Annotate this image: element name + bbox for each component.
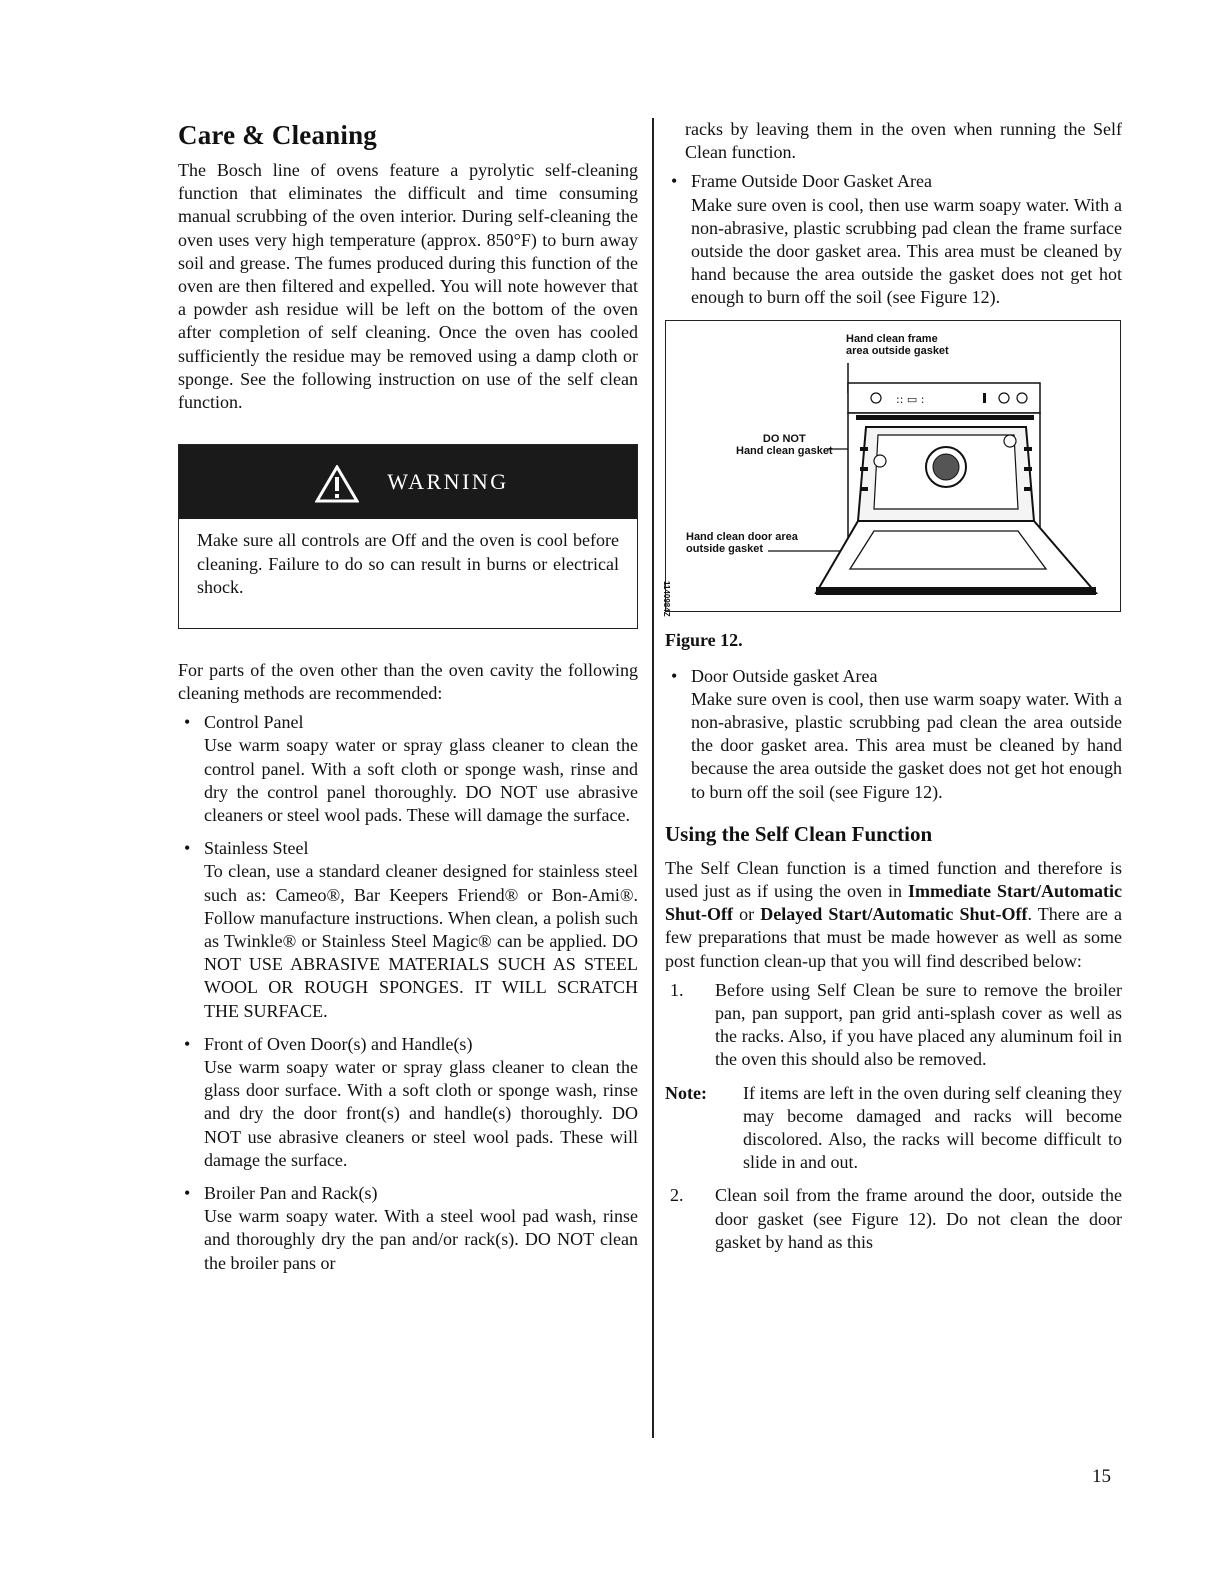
intro-text: or xyxy=(733,904,761,925)
self-clean-steps-continued xyxy=(665,1184,1122,1254)
mode-delayed: Delayed Start/Automatic Shut-Off xyxy=(760,904,1028,925)
list-item xyxy=(665,665,1122,804)
figure-12-box xyxy=(662,320,1121,617)
label-line: outside gasket xyxy=(686,542,764,555)
label-line: Hand clean frame xyxy=(846,332,938,345)
item-text: To clean, use a standard cleaner designed for stainless steel such as: Cameo®, Bar Keepers Friend® or Bon-Ami®. Follow manufacture instructions. When clean, a polish such as Twinkle® or Stainless Steel Magic® can be applied. DO NOT USE ABRASIVE MATERIALS SUCH AS STEEL WOOL OR ROUGH SPONGES. IT WILL SCRATCH THE SURFACE. xyxy=(204,861,638,1021)
svg-text::: ▭ :: :: ▭ : xyxy=(896,392,925,406)
note-block xyxy=(665,1082,1122,1175)
item-title: • Door Outside gasket Area xyxy=(691,665,878,686)
list-item xyxy=(178,837,638,1023)
self-clean-intro xyxy=(665,857,1122,973)
intro-text: The Self Clean function is a timed function and therefore is used just as if using the oven in xyxy=(665,857,1122,902)
item-text: Use warm soapy water or spray glass cleaner to clean the control panel. With a soft cloth or sponge wash, rinse and dry the control panel thoroughly. DO NOT use abrasive cleaners or steel wool pads. These will damage the surface. xyxy=(204,735,638,825)
warning-box xyxy=(178,444,638,629)
label-line: DO NOT xyxy=(762,432,806,445)
figure-caption: Figure 12. xyxy=(665,629,743,650)
list-item xyxy=(178,1033,638,1172)
column-divider xyxy=(652,118,654,1438)
intro-paragraph: The Bosch line of ovens feature a pyrolytic self-cleaning function that eliminates the difficult and time consuming manual scrubbing of the oven interior. During self-cleaning the oven uses very high temperature (approx. 850°F) to burn away soil and grease. The fumes produced during this function of the oven are then filtered and expelled. You will note however that a powder ash residue will be left on the bottom of the oven after completion of self cleaning. Once the oven has cooled sufficiently the residue may be removed using a damp cloth or sponge. See the following instruction on use of the self clean function. xyxy=(178,160,638,413)
mode-immediate: Immediate Start/Automatic Shut-Off xyxy=(665,881,1123,925)
list-item xyxy=(178,711,638,827)
self-clean-steps xyxy=(665,979,1122,1072)
warning-header xyxy=(179,445,637,519)
frame-list xyxy=(665,170,1122,309)
self-clean-heading: Using the Self Clean Function xyxy=(665,821,933,846)
step-text: Clean soil from the frame around the door, outside the door gasket (see Figure 12). Do not clean the door gasket by hand as this xyxy=(715,1185,1122,1252)
item-text: Make sure oven is cool, then use warm soapy water. With a non-abrasive, plastic scrubbing pad clean the frame surface outside the door gasket area. This area must be cleaned by hand because the area outside the gasket does not get hot enough to burn off the soil (see Figure 12). xyxy=(691,194,1122,308)
item-title: • Broiler Pan and Rack(s) xyxy=(204,1183,378,1203)
right-column xyxy=(662,118,1123,1262)
item-title: • Control Panel xyxy=(204,712,304,733)
page-number: 15 xyxy=(1092,1466,1111,1487)
list-item xyxy=(178,1182,638,1275)
item-title: • Stainless Steel xyxy=(204,838,309,859)
figure-code: 1140984Z xyxy=(662,580,671,617)
section-heading: Care & Cleaning xyxy=(178,120,377,150)
warning-triangle-icon xyxy=(315,465,359,503)
note-label: Note: xyxy=(665,1082,707,1103)
warning-title: WARNING xyxy=(387,469,509,495)
item-text: Use warm soapy water. With a steel wool pad wash, rinse and thoroughly dry the pan and/or rack(s). DO NOT clean the broiler pans or xyxy=(204,1206,638,1273)
item-text: Make sure oven is cool, then use warm soapy water. With a non-abrasive, plastic scrubbing pad clean the area outside the door gasket area. This area must be cleaned by hand because the area outside the gasket does not get hot enough to burn off the soil (see Figure 12). xyxy=(691,688,1122,802)
item-text: Use warm soapy water or spray glass cleaner to clean the glass door surface. With a soft cloth or sponge wash, rinse and dry the door front(s) and handle(s) thoroughly. DO NOT use abrasive cleaners or steel wool pads. These will damage the surface. xyxy=(204,1056,638,1170)
label-line: area outside gasket xyxy=(846,344,949,357)
continued-text: racks by leaving them in the oven when running the Self Clean function. xyxy=(685,119,1122,163)
item-title: • Frame Outside Door Gasket Area xyxy=(691,171,932,192)
step-number: 2. xyxy=(670,1185,684,1206)
warning-text: Make sure all controls are Off and the oven is cool before cleaning. Failure to do so can result in burns or electrical shock. xyxy=(197,530,619,598)
label-line: Hand clean gasket xyxy=(736,444,833,457)
note-text: If items are left in the oven during self cleaning they may become damaged and racks will become discolored. Also, the racks will become difficult to slide in and out. xyxy=(743,1082,1122,1173)
left-column xyxy=(178,120,638,1285)
intro-text: . There are a few preparations that must be made however as well as some post function clean-up that you will find described below: xyxy=(665,904,1122,971)
step-number: 1. xyxy=(670,979,684,1000)
cleaning-methods-list xyxy=(178,711,638,1275)
methods-intro: For parts of the oven other than the oven cavity the following cleaning methods are recommended: xyxy=(178,659,638,703)
step-item xyxy=(665,979,1122,1072)
item-title: • Front of Oven Door(s) and Handle(s) xyxy=(204,1033,473,1054)
oven-illustration xyxy=(666,321,1120,611)
list-item xyxy=(665,170,1122,309)
step-item xyxy=(665,1184,1122,1254)
door-list xyxy=(665,665,1122,804)
step-text: Before using Self Clean be sure to remove the broiler pan, pan support, pan grid anti-splash cover as well as the racks. Also, if you have placed any aluminum foil in the oven this should also be removed. xyxy=(715,979,1122,1070)
label-line: Hand clean door area xyxy=(686,530,798,543)
